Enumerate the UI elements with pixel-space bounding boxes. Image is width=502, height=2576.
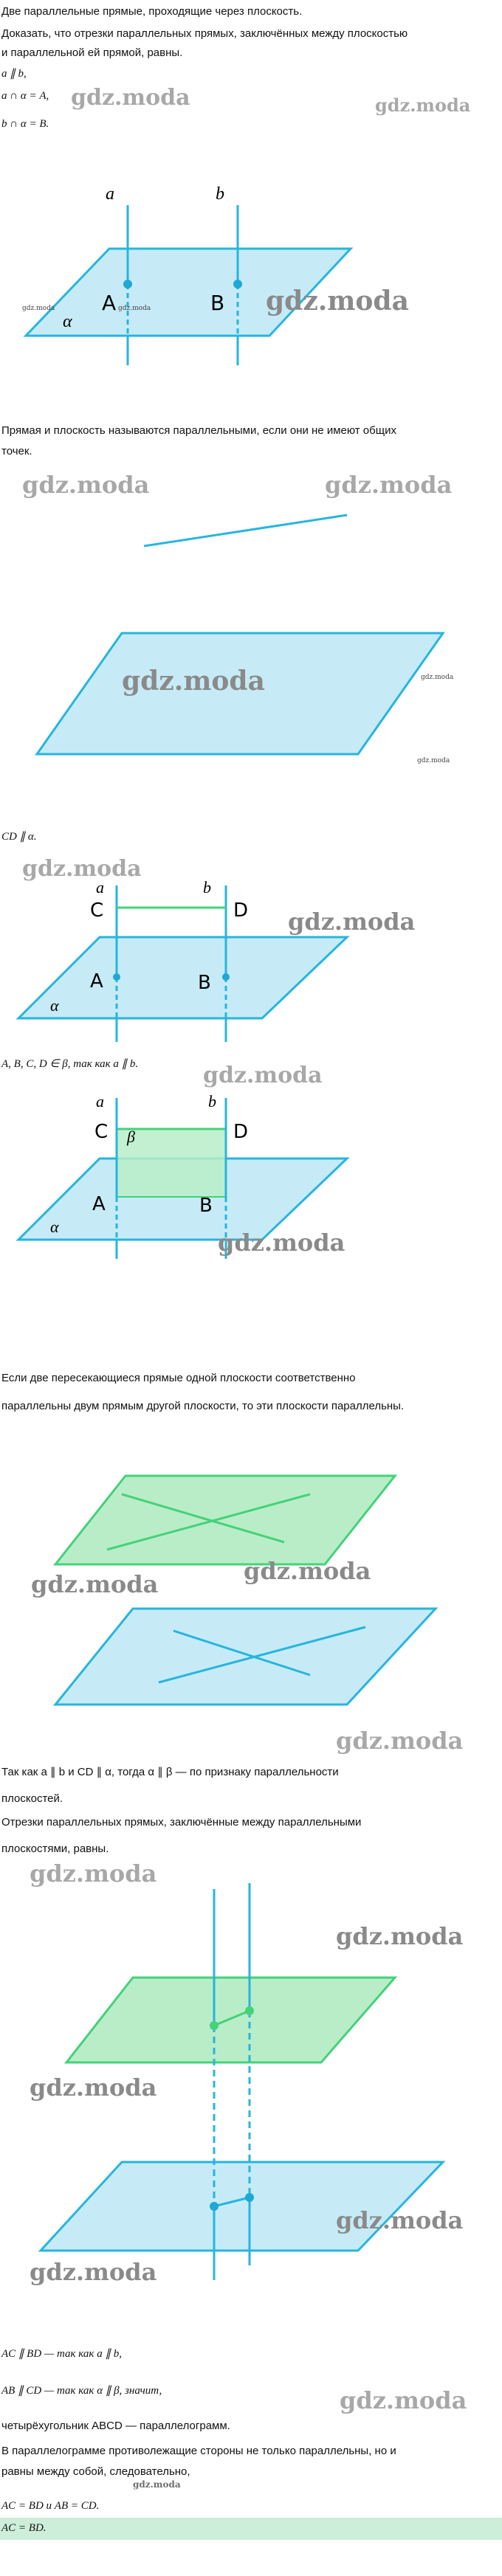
watermark: gdz.moda bbox=[203, 1063, 323, 1088]
watermark: gdz.moda bbox=[336, 2206, 464, 2234]
given-a-intersect: a ∩ α = A, bbox=[1, 90, 49, 102]
label-alpha: α bbox=[50, 1218, 59, 1236]
answer-highlight bbox=[0, 2518, 502, 2540]
watermark: gdz.moda bbox=[340, 2386, 467, 2414]
label-D: D bbox=[233, 899, 249, 922]
watermark: gdz.moda bbox=[30, 2258, 157, 2286]
plane-alpha bbox=[55, 1609, 436, 1705]
label-C: C bbox=[90, 899, 104, 922]
watermark: gdz.moda bbox=[122, 666, 265, 697]
label-b: b bbox=[203, 878, 211, 897]
ab-parallel-cd: AB ∥ CD — так как α ∥ β, значит, bbox=[1, 2385, 162, 2397]
since-line-1: Так как a ∥ b и CD ∥ α, тогда α ∥ β — по признаку параллельности bbox=[1, 1766, 339, 1778]
label-B: B bbox=[198, 972, 211, 994]
watermark: gdz.moda bbox=[218, 1229, 345, 1257]
watermark: gdz.moda bbox=[22, 471, 150, 499]
theorem-2: параллельны двум прямым другой плоскости, то эти плоскости параллельны. bbox=[1, 1400, 405, 1412]
point-A bbox=[123, 280, 132, 289]
watermark: gdz.moda bbox=[30, 1860, 157, 1888]
figure-segments-between-planes bbox=[0, 1882, 502, 2295]
point-A bbox=[210, 2202, 219, 2211]
watermark: gdz.moda bbox=[336, 1922, 464, 1950]
watermark: gdz.moda bbox=[288, 908, 416, 936]
definition-2: точек. bbox=[1, 445, 32, 457]
watermark: gdz.moda bbox=[336, 1727, 464, 1755]
points-in-beta: A, B, C, D ∈ β, так как a ∥ b. bbox=[1, 1058, 139, 1070]
watermark: gdz.moda bbox=[133, 2479, 181, 2490]
figure-two-parallel-planes bbox=[0, 1461, 502, 1719]
parallelogram-line-1: В параллелограмме противолежащие стороны не только параллельны, но и bbox=[1, 2445, 396, 2457]
label-A: A bbox=[90, 970, 103, 992]
watermark: gdz.moda bbox=[31, 1570, 159, 1598]
equalities: AC = BD и AB = CD. bbox=[1, 2500, 100, 2512]
task-title: Две параллельные прямые, проходящие через плоскость. bbox=[1, 5, 303, 18]
definition-1: Прямая и плоскость называются параллельными, если они не имеют общих bbox=[1, 424, 396, 437]
point-B bbox=[245, 2193, 254, 2202]
watermark: gdz.moda bbox=[421, 674, 454, 681]
label-A: A bbox=[92, 1193, 106, 1215]
label-B: B bbox=[210, 291, 225, 315]
label-b: b bbox=[216, 184, 224, 204]
watermark: gdz.moda bbox=[22, 856, 142, 882]
watermark: gdz.moda bbox=[417, 757, 450, 764]
watermark: gdz.moda bbox=[375, 94, 471, 116]
segments-line-2: плоскостями, равны. bbox=[1, 1843, 109, 1855]
figure-plane-beta bbox=[0, 1092, 502, 1262]
figure-plane-two-lines bbox=[0, 170, 502, 391]
label-a: a bbox=[106, 184, 114, 204]
quadrilateral-line: четырёхугольник ABCD — параллелограмм. bbox=[1, 2420, 230, 2432]
watermark: gdz.moda bbox=[71, 85, 190, 111]
label-B: B bbox=[199, 1195, 213, 1217]
label-b: b bbox=[208, 1092, 216, 1111]
label-beta: β bbox=[127, 1128, 135, 1146]
label-A: A bbox=[102, 291, 117, 315]
plane-alpha bbox=[18, 937, 347, 1018]
plane-beta bbox=[55, 1476, 395, 1564]
watermark: gdz.moda bbox=[325, 471, 453, 499]
ac-parallel-bd: AC ∥ BD — так как a ∥ b, bbox=[1, 2348, 122, 2360]
point-C bbox=[210, 2021, 219, 2030]
task-statement-1: Доказать, что отрезки параллельных прямых, заключённых между плоскостью bbox=[1, 27, 408, 40]
watermark: gdz.moda bbox=[244, 1557, 371, 1585]
given-b-intersect: b ∩ α = B. bbox=[1, 118, 49, 130]
plane-beta bbox=[66, 1978, 395, 2062]
task-statement-2: и параллельной ей прямой, равны. bbox=[1, 46, 183, 59]
label-C: C bbox=[94, 1121, 109, 1143]
point-B bbox=[233, 280, 242, 289]
label-a: a bbox=[96, 1092, 104, 1111]
line-parallel bbox=[144, 515, 347, 546]
point-B bbox=[222, 973, 230, 981]
theorem-1: Если две пересекающиеся прямые одной плоскости соответственно bbox=[1, 1372, 356, 1384]
watermark: gdz.moda bbox=[266, 286, 409, 317]
since-line-2: плоскостей. bbox=[1, 1792, 63, 1805]
watermark: gdz.moda bbox=[118, 305, 151, 312]
figure-line-parallel-plane bbox=[0, 502, 502, 782]
label-alpha: α bbox=[63, 312, 72, 331]
final-answer: AC = BD. bbox=[1, 2522, 47, 2534]
figure-cd-segment bbox=[0, 878, 502, 1048]
given-a-parallel-b: a ∥ b, bbox=[1, 68, 27, 80]
label-a: a bbox=[96, 878, 104, 897]
watermark: gdz.moda bbox=[30, 2073, 157, 2102]
label-alpha: α bbox=[50, 996, 59, 1015]
parallelogram-line-2: равны между собой, следовательно, bbox=[1, 2465, 190, 2478]
point-D bbox=[245, 2006, 254, 2015]
label-D: D bbox=[233, 1121, 249, 1143]
watermark: gdz.moda bbox=[22, 305, 55, 312]
point-A bbox=[113, 973, 120, 981]
segments-line-1: Отрезки параллельных прямых, заключённые между параллельными bbox=[1, 1816, 362, 1829]
cd-parallel-alpha: CD ∥ α. bbox=[1, 831, 37, 843]
